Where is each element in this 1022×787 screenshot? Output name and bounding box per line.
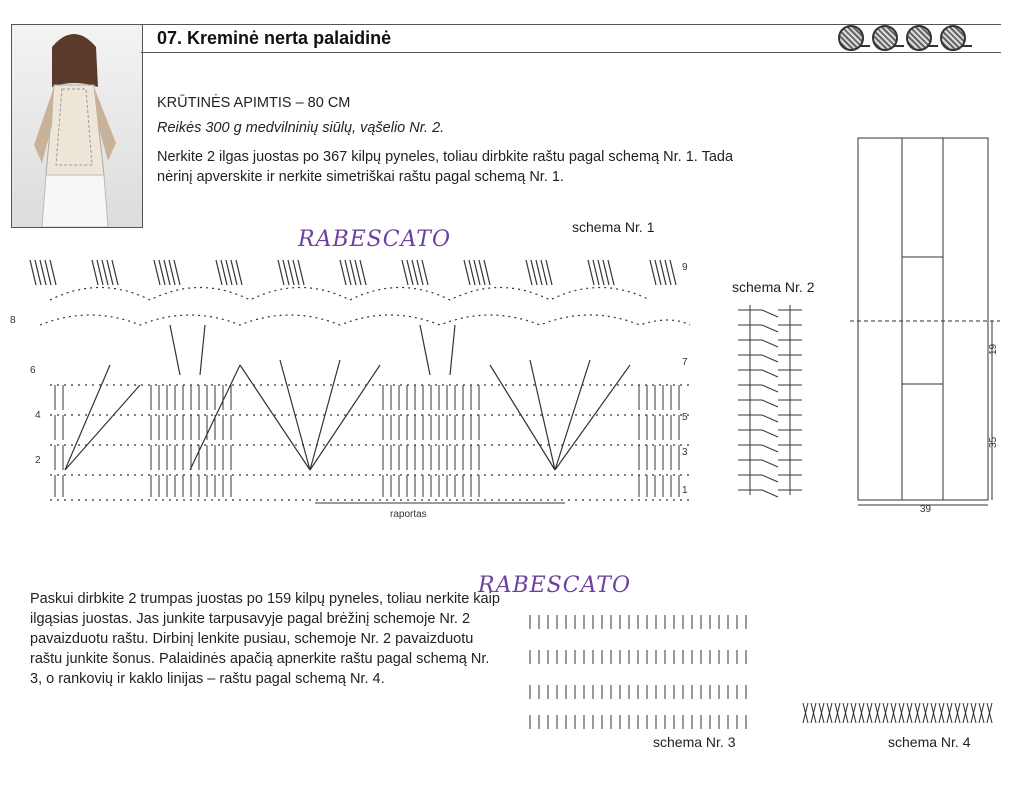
fan-stitch xyxy=(107,260,113,285)
fan-stitch xyxy=(345,260,351,285)
fan-stitch xyxy=(169,260,175,285)
fan-stitch xyxy=(226,260,232,285)
fan-stitch xyxy=(350,260,356,285)
fan-stitch xyxy=(174,260,180,285)
schema2-connector xyxy=(762,310,778,317)
schema3-chart xyxy=(525,595,755,725)
schema2-connector xyxy=(762,400,778,407)
schema2-connector xyxy=(762,490,778,497)
fan-stitch xyxy=(665,260,671,285)
fan-stitch xyxy=(97,260,103,285)
fan-stitch xyxy=(236,260,242,285)
fan-stitch xyxy=(603,260,609,285)
fan-stitch xyxy=(660,260,666,285)
schema2-connector xyxy=(762,340,778,347)
fan-stitch xyxy=(469,260,475,285)
schema2-connector xyxy=(762,475,778,482)
schema2-connector xyxy=(762,385,778,392)
bust-measurement: KRŪTINĖS APIMTIS – 80 CM xyxy=(157,95,351,111)
fan-stitch xyxy=(340,260,346,285)
fan-stitch xyxy=(464,260,470,285)
dim-width: 39 xyxy=(920,504,932,515)
fan-stitch xyxy=(35,260,41,285)
pattern-title: 07. Kreminė nerta palaidinė xyxy=(157,28,392,48)
row-num-3: 3 xyxy=(682,447,688,458)
schema2-chart xyxy=(728,300,818,500)
model-photo xyxy=(11,24,143,228)
fan-stitch xyxy=(655,260,661,285)
fan-stitch xyxy=(479,260,485,285)
fan-stitch xyxy=(598,260,604,285)
garment-schematic xyxy=(850,130,1010,520)
watermark-bottom: RABESCATO xyxy=(478,573,631,598)
fan-stitch xyxy=(588,260,594,285)
fan-stitch xyxy=(526,260,532,285)
fan-stitch xyxy=(608,260,614,285)
row-num-4: 4 xyxy=(35,410,41,421)
instructions-part2: Paskui dirbkite 2 trumpas juostas po 159 kilpų pyneles, toliau nerkite kaip ilgąsias juostas. Jas junkite tarpusavyje pagal brėžinį schemoje Nr. 2 pavaizduotu raštu. Dirbinį lenkite pusiau, schemoje Nr. 2 pavaizduotu raštu junkite šonus. Palaidinės apačią apnerkite raštu pagal schemą Nr. 3, o rankovių ir kaklo linijas – raštu pagal schemą Nr. 4. xyxy=(30,591,500,687)
fan-stitch xyxy=(112,260,118,285)
fan-stitch xyxy=(221,260,227,285)
fan-stitch xyxy=(402,260,408,285)
fan-stitch xyxy=(30,260,36,285)
fan-stitch xyxy=(670,260,676,285)
fan-stitch xyxy=(650,260,656,285)
row-num-2: 2 xyxy=(35,455,41,466)
schema1-label: schema Nr. 1 xyxy=(572,219,655,235)
fan-stitch xyxy=(45,260,51,285)
fan-stitch xyxy=(484,260,490,285)
yarn-ball-icon xyxy=(838,25,864,51)
repeat-label: raportas xyxy=(390,509,427,520)
fan-stitch xyxy=(422,260,428,285)
schema2-label: schema Nr. 2 xyxy=(732,279,815,295)
fan-stitch xyxy=(40,260,46,285)
fan-stitch xyxy=(417,260,423,285)
header-rule-bottom xyxy=(141,52,1001,53)
yarn-ball-icon xyxy=(940,25,966,51)
fan-stitch xyxy=(92,260,98,285)
fan-stitch xyxy=(50,260,56,285)
row-num-9: 9 xyxy=(682,262,688,273)
fan-stitch xyxy=(531,260,537,285)
fan-stitch xyxy=(154,260,160,285)
watermark-top: RABESCATO xyxy=(298,227,451,252)
fan-stitch xyxy=(474,260,480,285)
schema2-connector xyxy=(762,430,778,437)
fan-stitch xyxy=(288,260,294,285)
yarn-ball-icon xyxy=(872,25,898,51)
row-num-6: 6 xyxy=(30,365,36,376)
fan-stitch xyxy=(293,260,299,285)
fan-stitch xyxy=(536,260,542,285)
schema4-label: schema Nr. 4 xyxy=(888,734,971,750)
fan-stitch xyxy=(159,260,165,285)
schema2-connector xyxy=(762,355,778,362)
fan-stitch xyxy=(541,260,547,285)
dim-upper: 19 xyxy=(988,343,999,355)
schema2-connector xyxy=(762,325,778,332)
fan-stitch xyxy=(164,260,170,285)
schema2-connector xyxy=(762,415,778,422)
fan-stitch xyxy=(102,260,108,285)
schema2-connector xyxy=(762,460,778,467)
fan-stitch xyxy=(278,260,284,285)
row-num-8: 8 xyxy=(10,315,16,326)
fan-stitch xyxy=(355,260,361,285)
row-num-7: 7 xyxy=(682,357,688,368)
row-num-1: 1 xyxy=(682,485,688,496)
materials-line: Reikės 300 g medvilninių siūlų, vąšelio Nr. 2. xyxy=(157,120,445,136)
fan-stitch xyxy=(231,260,237,285)
schema3-label: schema Nr. 3 xyxy=(653,734,736,750)
schema2-connector xyxy=(762,445,778,452)
fan-stitch xyxy=(407,260,413,285)
fan-stitch xyxy=(593,260,599,285)
fan-stitch xyxy=(360,260,366,285)
row-num-5: 5 xyxy=(682,412,688,423)
fan-stitch xyxy=(412,260,418,285)
yarn-difficulty-icons xyxy=(838,25,966,51)
fan-stitch xyxy=(216,260,222,285)
schema2-connector xyxy=(762,370,778,377)
model-photo-illustration xyxy=(12,25,142,227)
fan-stitch xyxy=(546,260,552,285)
dim-lower: 35 xyxy=(988,436,999,448)
schema1-chart xyxy=(10,245,710,520)
schema4-chart xyxy=(800,698,1000,728)
fan-stitch xyxy=(283,260,289,285)
yarn-ball-icon xyxy=(906,25,932,51)
intro-instructions: Nerkite 2 ilgas juostas po 367 kilpų pyneles, toliau dirbkite raštu pagal schemą Nr. 1. Tada nėrinį apverskite ir nerkite simetriškai raštu pagal schemą Nr. 1. xyxy=(157,149,734,185)
fan-stitch xyxy=(298,260,304,285)
